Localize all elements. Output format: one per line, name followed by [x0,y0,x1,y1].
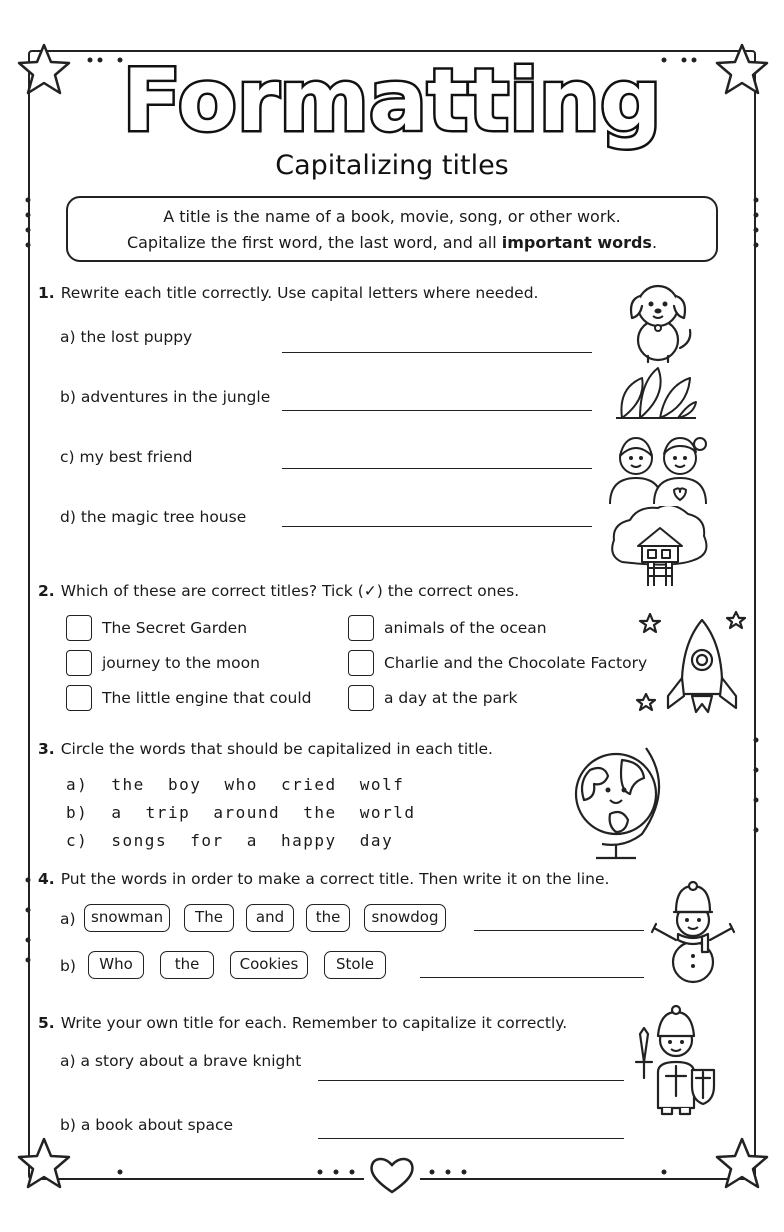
q2-option-1[interactable]: The Secret Garden [66,615,247,641]
checkbox[interactable] [348,650,374,676]
question-4: 4. Put the words in order to make a correct title. Then write it on the line. [38,870,610,888]
q2-option-5[interactable]: The little engine that could [66,685,311,711]
rule-bold: important words [501,233,652,252]
q2-option-6[interactable]: a day at the park [348,685,517,711]
title-text: Formatting [122,51,662,151]
answer-line[interactable] [282,410,592,411]
rocket-icon [636,608,748,726]
q1-item-d: d) the magic tree house [60,508,247,526]
q3-item-c: c) songs for a happy day [66,831,394,850]
leaves-icon [612,364,698,420]
friends-icon [604,428,710,506]
question-2: 2. Which of these are correct titles? Tick (✓) the correct ones. [38,582,520,600]
q3-item-a: a) the boy who cried wolf [66,775,405,794]
answer-line[interactable] [318,1138,624,1139]
word-chip[interactable]: snowdog [364,904,446,932]
q2-option-2[interactable]: animals of the ocean [348,615,547,641]
q3-item-b: b) a trip around the world [66,803,416,822]
word-chip[interactable]: Stole [324,951,386,979]
word-chip[interactable]: snowman [84,904,170,932]
checkbox[interactable] [66,615,92,641]
treehouse-icon [608,506,712,588]
snowman-icon [648,880,738,986]
question-1: 1. Rewrite each title correctly. Use capital letters where needed. [38,284,539,302]
answer-line[interactable] [282,352,592,353]
answer-line[interactable] [318,1080,624,1081]
globe-icon [566,738,666,860]
q2-option-3[interactable]: journey to the moon [66,650,260,676]
word-chip[interactable]: Who [88,951,144,979]
q4-label-b: b) [60,957,76,975]
q4-label-a: a) [60,910,76,928]
checkbox[interactable] [66,685,92,711]
q5-item-b: b) a book about space [60,1116,234,1134]
rule-box [66,196,718,262]
q1-item-a: a) the lost puppy [60,328,193,346]
rule-line-1: A title is the name of a book, movie, song, or other work. [163,207,621,226]
checkbox[interactable] [348,685,374,711]
q5-item-a: a) a story about a brave knight [60,1052,302,1070]
q1-item-b: b) adventures in the jungle [60,388,271,406]
answer-line[interactable] [282,526,592,527]
word-chip[interactable]: Cookies [230,951,308,979]
question-5: 5. Write your own title for each. Remember to capitalize it correctly. [38,1014,568,1032]
checkbox[interactable] [66,650,92,676]
answer-line[interactable] [420,977,644,978]
word-chip[interactable]: the [160,951,214,979]
word-chip[interactable]: and [246,904,294,932]
rule-line-2: Capitalize the first word, the last word, and all important words. [126,233,658,252]
word-chip[interactable]: The [184,904,234,932]
puppy-icon [618,278,698,364]
page-subtitle: Capitalizing titles [275,150,509,181]
answer-line[interactable] [282,468,592,469]
page-title [0,42,784,152]
answer-line[interactable] [474,930,644,931]
knight-icon [632,1004,722,1116]
word-chip[interactable]: the [306,904,350,932]
q1-item-c: c) my best friend [60,448,193,466]
q2-option-4[interactable]: Charlie and the Chocolate Factory [348,650,647,676]
checkbox[interactable] [348,615,374,641]
question-3: 3. Circle the words that should be capitalized in each title. [38,740,493,758]
